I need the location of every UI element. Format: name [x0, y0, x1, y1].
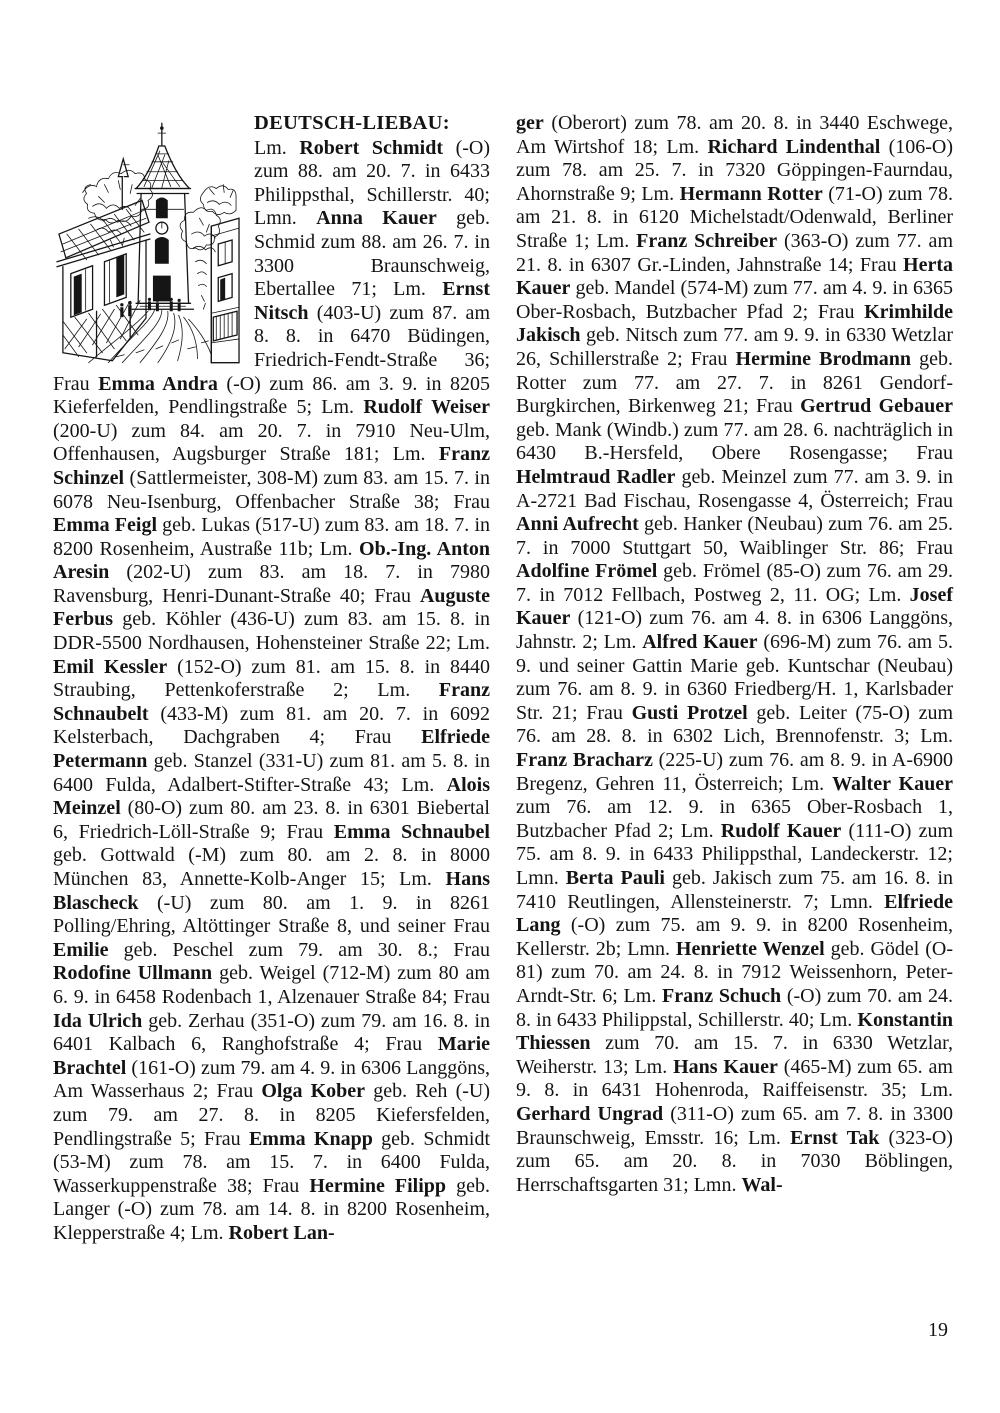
text-columns	[53, 112, 953, 1246]
text-column-right	[516, 112, 953, 1246]
obituary-text-right: ger (Oberort) zum 78. am 20. 8. in 3440 Eschwege, Am Wirtshof 18; Lm. Richard Lindenthal (106-O) zum 78. am 25. 7. in 7320 Göppingen-Faurndau, Ahornstraße 9; Lm. Hermann Rotter (71-O) zum 78. am 21. 8. in 6120 Michelstadt/Odenwald, Berliner Straße 1; Lm. Franz Schreiber (363-O) zum 77. am 21. 8. in 6307 Gr.-Linden, Jahnstraße 14; Frau Herta Kauer geb. Mandel (574-M) zum 77. am 4. 9. in 6365 Ober-Rosbach, Butzbacher Pfad 2; Frau Krimhilde Jakisch geb. Nitsch zum 77. am 9. 9. in 6330 Wetzlar 26, Schillerstraße 2; Frau Hermine Brodmann geb. Rotter zum 77. am 27. 7. in 8261 Gendorf-Burgkirchen, Birkenweg 21; Frau Gertrud Gebauer geb. Mank (Windb.) zum 77. am 28. 6. nachträglich in 6430 B.-Hersfeld, Obere Rosengasse; Frau Helmtraud Radler geb. Meinzel zum 77. am 3. 9. in A-2721 Bad Fischau, Rosengasse 4, Österreich; Frau Anni Aufrecht geb. Hanker (Neubau) zum 76. am 25. 7. in 7000 Stuttgart 50, Waiblinger Str. 86; Frau Adolfine Frömel geb. Frömel (85-O) zum 76. am 29. 7. in 7012 Fellbach, Postweg 2, 11. OG; Lm. Josef Kauer (121-O) zum 76. am 4. 8. in 6306 Langgöns, Jahnstr. 2; Lm. Alfred Kauer (696-M) zum 76. am 5. 9. und seiner Gattin Marie geb. Kuntschar (Neubau) zum 76. am 8. 9. in 6360 Friedberg/H. 1, Karlsbader Str. 21; Frau Gusti Protzel geb. Leiter (75-O) zum 76. am 28. 8. in 6302 Lich, Brennofenstr. 3; Lm. Franz Bracharz (225-U) zum 76. am 8. 9. in A-6900 Bregenz, Gehren 11, Österreich; Lm. Walter Kauer zum 76. am 12. 9. in 6365 Ober-Rosbach 1, Butzbacher Pfad 2; Lm. Rudolf Kauer (111-O) zum 75. am 8. 9. in 6433 Philippsthal, Landeckerstr. 12; Lmn. Berta Pauli geb. Jakisch zum 75. am 16. 8. in 7410 Reutlingen, Allensteinerstr. 7; Lmn. Elfriede Lang (-O) zum 75. am 9. 9. in 8200 Rosenheim, Kellerstr. 2b; Lmn. Henriette Wenzel geb. Gödel (O-81) zum 70. am 24. 8. in 7912 Weissenhorn, Peter-Arndt-Str. 6; Lm. Franz Schuch (-O) zum 70. am 24. 8. in 6433 Philippstal, Schillerstr. 40; Lm. Konstantin Thiessen zum 70. am 15. 7. in 6330 Wetzlar, Weiherstr. 13; Lm. Hans Kauer (465-M) zum 65. am 9. 8. in 6431 Hohenroda, Raiffeisenstr. 35; Lm. Gerhard Ungrad (311-O) zum 65. am 7. 8. in 3300 Braunschweig, Emsstr. 16; Lm. Ernst Tak (323-O) zum 65. am 20. 8. in 7030 Böblingen, Herrschaftsgarten 31; Lmn. Wal-	[516, 112, 954, 1196]
section-heading: DEUTSCH-LIEBAU:	[254, 112, 450, 134]
village-church-illustration	[53, 114, 241, 364]
text-column-left	[53, 112, 490, 1246]
page-number: 19	[928, 1319, 948, 1341]
obituary-text-left: Lm. Robert Schmidt (-O) zum 88. am 20. 7. in 6433 Philippsthal, Schillerstr. 40; Lmn. Anna Kauer geb. Schmid zum 88. am 26. 7. in 3300 Braunschweig, Ebertallee 71; Lm. Ernst Nitsch (403-U) zum 87. am 8. 8. in 6470 Büdingen, Friedrich-Fendt-Straße 36; Frau Emma Andra (-O) zum 86. am 3. 9. in 8205 Kieferfelden, Pendlingstraße 5; Lm. Rudolf Weiser (200-U) zum 84. am 20. 7. in 7910 Neu-Ulm, Offenhausen, Augsburger Straße 181; Lm. Franz Schinzel (Sattlermeister, 308-M) zum 83. am 15. 7. in 6078 Neu-Isenburg, Offenbacher Straße 38; Frau Emma Feigl geb. Lukas (517-U) zum 83. am 18. 7. in 8200 Rosenheim, Austraße 11b; Lm. Ob.-Ing. Anton Aresin (202-U) zum 83. am 18. 7. in 7980 Ravensburg, Henri-Dunant-Straße 40; Frau Auguste Ferbus geb. Köhler (436-U) zum 83. am 15. 8. in DDR-5500 Nordhausen, Hohensteiner Straße 22; Lm. Emil Kessler (152-O) zum 81. am 15. 8. in 8440 Straubing, Pettenkoferstraße 2; Lm. Franz Schnaubelt (433-M) zum 81. am 20. 7. in 6092 Kelsterbach, Dachgraben 4; Frau Elfriede Petermann geb. Stanzel (331-U) zum 81. am 5. 8. in 6400 Fulda, Adalbert-Stifter-Straße 43; Lm. Alois Meinzel (80-O) zum 80. am 23. 8. in 6301 Biebertal 6, Friedrich-Löll-Straße 9; Frau Emma Schnaubel geb. Gottwald (-M) zum 80. am 2. 8. in 8000 München 83, Annette-Kolb-Anger 15; Lm. Hans Blascheck (-U) zum 80. am 1. 9. in 8261 Polling/Ehring, Altöttinger Straße 8, und seiner Frau Emilie geb. Peschel zum 79. am 30. 8.; Frau Rodofine Ullmann geb. Weigel (712-M) zum 80 am 6. 9. in 6458 Rodenbach 1, Alzenauer Straße 84; Frau Ida Ulrich geb. Zerhau (351-O) zum 79. am 16. 8. in 6401 Kalbach 6, Ranghofstraße 4; Frau Marie Brachtel (161-O) zum 79. am 4. 9. in 6306 Langgöns, Am Wasserhaus 2; Frau Olga Kober geb. Reh (-U) zum 79. am 27. 8. in 8205 Kiefersfelden, Pendlingstraße 5; Frau Emma Knapp geb. Schmidt (53-M) zum 78. am 15. 7. in 6400 Fulda, Wasserkuppenstraße 38; Frau Hermine Filipp geb. Langer (-O) zum 78. am 14. 8. in 8200 Rosenheim, Klepperstraße 4; Lm. Robert Lan-	[53, 136, 491, 1244]
church-street-drawing-svg	[53, 114, 241, 364]
